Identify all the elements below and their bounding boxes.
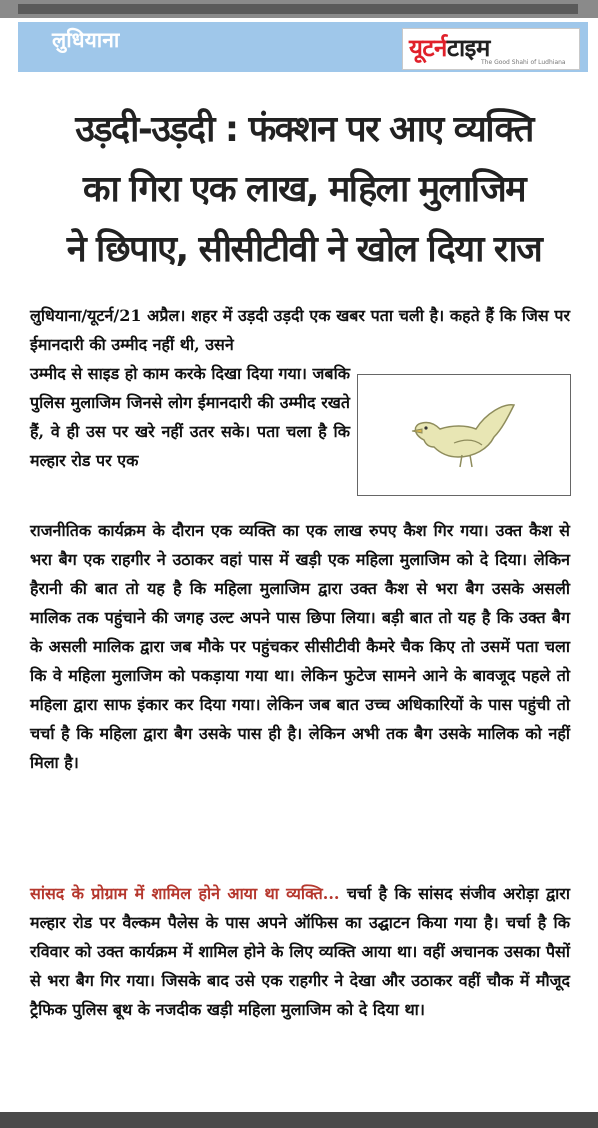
bird-icon — [404, 395, 524, 475]
article-subheading: सांसद के प्रोग्राम में शामिल होने आया था व्यक्ति... — [30, 884, 340, 903]
city-label: लुधियाना — [52, 28, 120, 52]
article-paragraph-2-text: चर्चा है कि सांसद संजीव अरोड़ा द्वारा मल्हार रोड पर वैल्कम पैलेस के पास अपने ऑफिस का उद्घाटन किया गया है। चर्चा है कि रविवार को उक्त कार्यक्रम में शामिल होने के लिए व्यक्ति आया था। वहीं अचानक उसका पैसों से भरा बैग गिर गया। जिसके बाद उसे एक राहगीर ने देखा और उठाकर वहीं चौक में मौजूद ट्रैफिक पुलिस बूथ के नजदीक खड़ी महिला मुलाजिम को दे दिया था। — [30, 884, 570, 1019]
headline-line-1: उड़दी-उड़दी : फंक्शन पर आए व्यक्ति — [75, 109, 533, 150]
top-dark-strip — [0, 0, 598, 18]
article-headline — [28, 100, 580, 280]
article-paragraph-1-wrapped: उम्मीद से साइड हो काम करके दिखा दिया गया। जबकि पुलिस मुलाजिम जिनसे लोग ईमानदारी की उम्मीद रखते हैं, वे ही उस पर खरे नहीं उतर सके। पता चला है कि मल्हार रोड पर एक — [30, 364, 350, 470]
logo-tagline: The Good Shahi of Ludhiana — [481, 59, 566, 66]
logo-main-word: यूटर्न — [409, 34, 447, 62]
newspaper-logo — [402, 28, 580, 70]
article-paragraph-1-continued: राजनीतिक कार्यक्रम के दौरान एक व्यक्ति का एक लाख रुपए कैश गिर गया। उक्त कैश से भरा बैग एक राहगीर ने उठाकर वहां पास में खड़ी एक महिला मुलाजिम को दे दिया। लेकिन हैरानी की बात तो यह है कि महिला मुलाजिम द्वारा उक्त कैश से भरा बैग उसके असली मालिक तक पहुंचाने की जगह उल्ट अपने पास छिपा लिया। बड़ी बात तो यह है कि उक्त बैग के असली मालिक द्वारा जब मौके पर पहुंचकर सीसीटीवी कैमरे चैक किए तो उसमें पता चला कि वे महिला मुलाजिम को पकड़ाया गया था। लेकिन फुटेज सामने आने के बावजूद पहले तो महिला द्वारा साफ इंकार कर दिया गया। लेकिन जब बात उच्च अधिकारियों के पास पहुंची तो चर्चा है कि महिला द्वारा बैग उसके पास ही है। लेकिन अभी तक बैग उसके मालिक को नहीं मिला है। — [30, 521, 570, 772]
bottom-dark-strip — [0, 1112, 598, 1128]
article-paragraph-1-intro: लुधियाना/यूटर्न/21 अप्रैल। शहर में उड़दी उड़दी एक खबर पता चली है। कहते हैं कि जिस पर ईमानदारी की उम्मीद नहीं थी, उसने — [30, 306, 570, 354]
article-image — [357, 374, 571, 496]
logo-second-word: टाइम — [446, 34, 490, 62]
article-paragraph-2 — [30, 879, 570, 1024]
headline-line-2: का गिरा एक लाख, महिला मुलाजिम — [82, 169, 526, 210]
headline-line-3: ने छिपाए, सीसीटीवी ने खोल दिया राज — [66, 229, 542, 270]
logo-text — [409, 31, 490, 64]
